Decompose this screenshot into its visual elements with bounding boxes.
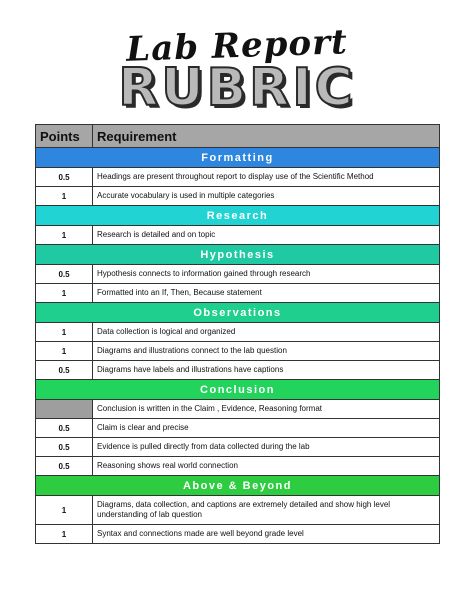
- points-cell: 1: [36, 187, 93, 206]
- section-title: Above & Beyond: [36, 476, 440, 496]
- rubric-body: [36, 148, 440, 544]
- table-row: [36, 342, 440, 361]
- section-header-research: [36, 206, 440, 226]
- rubric-table: [35, 124, 440, 544]
- points-cell: 1: [36, 226, 93, 245]
- table-row: [36, 323, 440, 342]
- title-rubric: RUBRIC: [118, 58, 356, 118]
- section-header-formatting: [36, 148, 440, 168]
- section-header-hypothesis: [36, 245, 440, 265]
- points-cell: 0.5: [36, 265, 93, 284]
- table-row: [36, 419, 440, 438]
- requirement-cell: Hypothesis connects to information gained through research: [93, 265, 440, 284]
- points-cell: 1: [36, 496, 93, 525]
- points-cell: 0.5: [36, 419, 93, 438]
- requirement-cell: Diagrams, data collection, and captions are extremely detailed and show high level understanding of lab question: [93, 496, 440, 525]
- table-row: [36, 438, 440, 457]
- requirement-cell: Diagrams have labels and illustrations have captions: [93, 361, 440, 380]
- points-cell: [36, 400, 93, 419]
- table-row: [36, 187, 440, 206]
- title-area: [0, 0, 474, 118]
- section-title: Research: [36, 206, 440, 226]
- points-cell: 0.5: [36, 457, 93, 476]
- requirement-cell: Research is detailed and on topic: [93, 226, 440, 245]
- points-cell: 1: [36, 525, 93, 544]
- requirement-cell: Data collection is logical and organized: [93, 323, 440, 342]
- points-cell: 1: [36, 323, 93, 342]
- table-row: [36, 457, 440, 476]
- requirement-cell: Reasoning shows real world connection: [93, 457, 440, 476]
- section-title: Formatting: [36, 148, 440, 168]
- requirement-cell: Conclusion is written in the Claim , Evidence, Reasoning format: [93, 400, 440, 419]
- points-cell: 1: [36, 342, 93, 361]
- requirement-cell: Diagrams and illustrations connect to the lab question: [93, 342, 440, 361]
- section-header-conclusion: [36, 380, 440, 400]
- section-title: Hypothesis: [36, 245, 440, 265]
- requirement-cell: Evidence is pulled directly from data collected during the lab: [93, 438, 440, 457]
- table-row: [36, 226, 440, 245]
- header-requirement: Requirement: [93, 125, 440, 148]
- section-title: Conclusion: [36, 380, 440, 400]
- points-cell: 0.5: [36, 361, 93, 380]
- section-title: Observations: [36, 303, 440, 323]
- points-cell: 0.5: [36, 438, 93, 457]
- table-row: [36, 361, 440, 380]
- title-lab-report: Lab Report: [125, 22, 349, 70]
- requirement-cell: Headings are present throughout report to display use of the Scientific Method: [93, 168, 440, 187]
- table-row: [36, 400, 440, 419]
- requirement-cell: Formatted into an If, Then, Because statement: [93, 284, 440, 303]
- table-row: [36, 525, 440, 544]
- requirement-cell: Syntax and connections made are well beyond grade level: [93, 525, 440, 544]
- table-header-row: [36, 125, 440, 148]
- table-row: [36, 284, 440, 303]
- table-row: [36, 265, 440, 284]
- requirement-cell: Accurate vocabulary is used in multiple categories: [93, 187, 440, 206]
- section-header-observations: [36, 303, 440, 323]
- table-row: [36, 168, 440, 187]
- points-cell: 1: [36, 284, 93, 303]
- header-points: Points: [36, 125, 93, 148]
- points-cell: 0.5: [36, 168, 93, 187]
- table-row: [36, 496, 440, 525]
- requirement-cell: Claim is clear and precise: [93, 419, 440, 438]
- section-header-above-beyond: [36, 476, 440, 496]
